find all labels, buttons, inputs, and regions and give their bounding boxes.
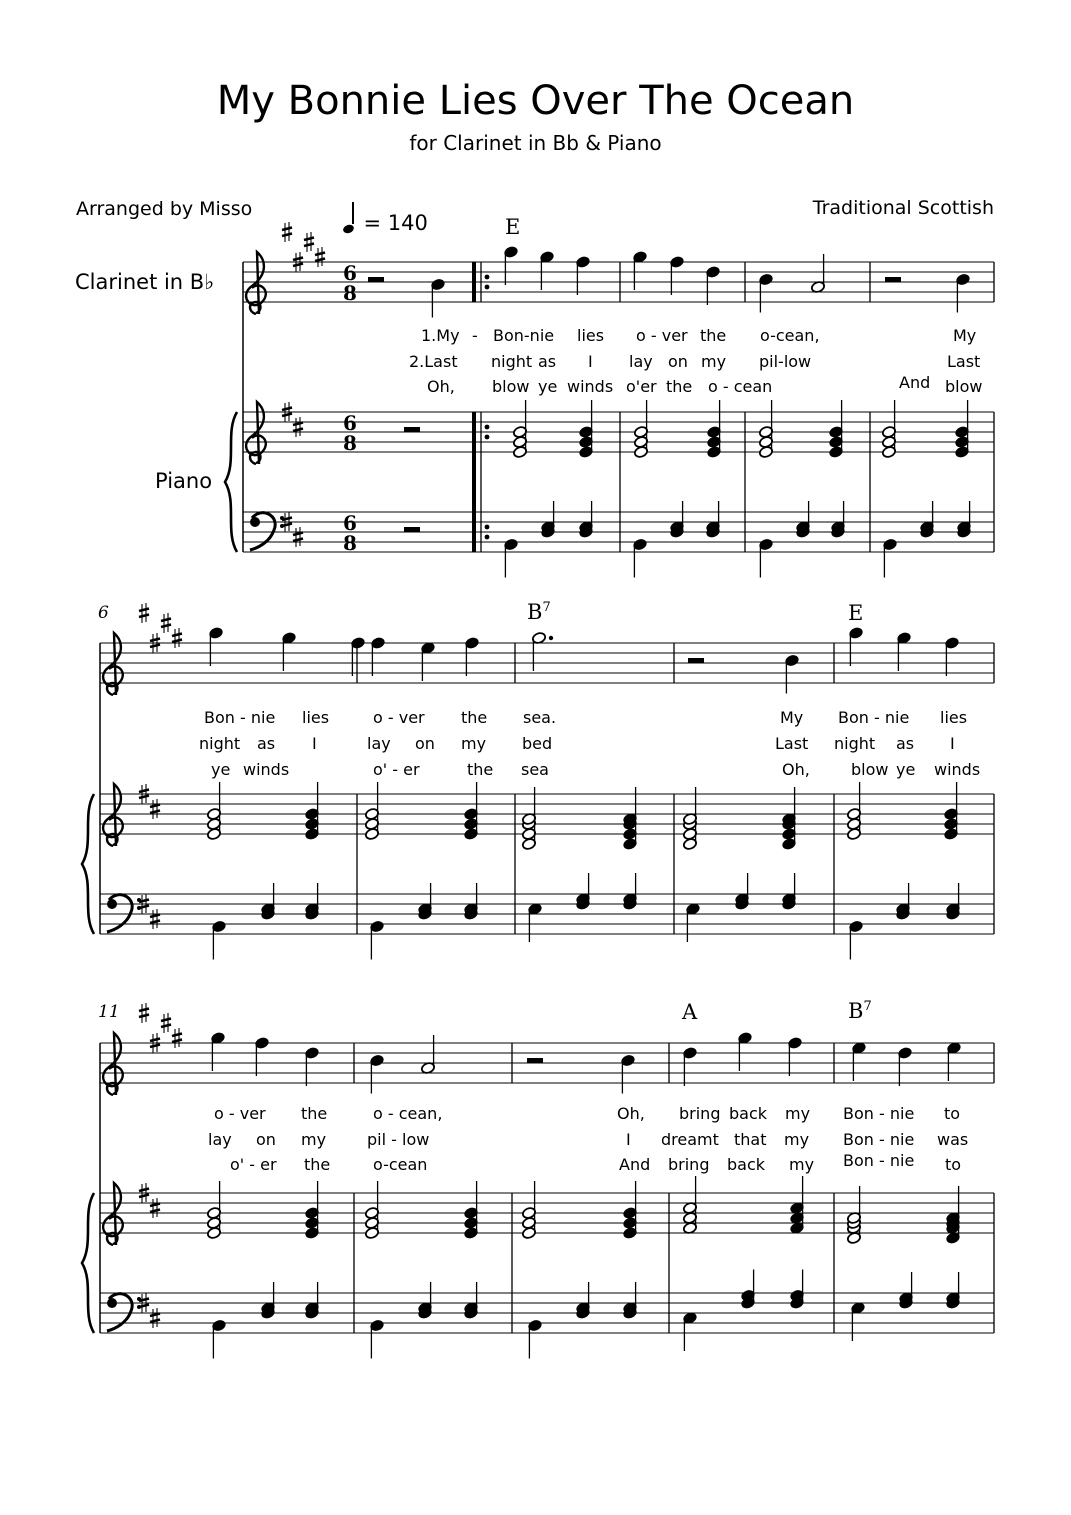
sharp-sign (139, 609, 149, 612)
sharp-sign (282, 524, 292, 527)
lyric-syllable: Last (947, 352, 981, 371)
measure-number: 11 (98, 1002, 120, 1022)
half-rest (885, 277, 901, 282)
repeat-barline (472, 452, 476, 512)
repeat-barline (472, 412, 476, 452)
lyric-syllable: lies (577, 326, 605, 345)
time-signature-denominator: 8 (343, 281, 357, 305)
sharp-sign (172, 634, 182, 637)
sharp-sign (150, 645, 160, 648)
lyric-syllable: the (700, 326, 727, 345)
lyric-syllable: o-cean (373, 1155, 428, 1174)
piano-brace (82, 1193, 94, 1333)
time-signature-denominator: 8 (343, 431, 357, 455)
sharp-sign (172, 640, 182, 643)
sharp-sign (293, 539, 303, 542)
sharp-sign (150, 915, 160, 918)
lyric-syllable: blow (945, 377, 983, 396)
repeat-dot (485, 275, 490, 280)
chord-symbol: E (848, 601, 864, 625)
sharp-sign (282, 228, 292, 231)
sharp-sign (150, 1204, 160, 1207)
sharp-sign (293, 429, 303, 432)
lyric-syllable: Oh, (427, 377, 455, 396)
repeat-dot (485, 525, 490, 530)
lyric-syllable: as (538, 352, 557, 371)
repeat-barline (472, 512, 476, 552)
lyric-syllable: o'er (626, 377, 657, 396)
lyric-syllable: my (301, 1130, 327, 1149)
measure-number: 6 (98, 603, 109, 623)
lyric-syllable: o - ver (214, 1104, 266, 1123)
treble-clef-icon (103, 1183, 123, 1245)
lyric-syllable: ye (896, 760, 916, 779)
tempo-value: = 140 (363, 211, 428, 235)
treble-clef-icon (246, 252, 266, 314)
lyric-syllable: And (899, 373, 931, 392)
lyric-syllable: o - ver (636, 326, 688, 345)
lyric-syllable: the (301, 1104, 328, 1123)
sharp-sign (139, 796, 149, 799)
lyric-syllable: lies (302, 708, 330, 727)
sharp-sign (139, 906, 149, 909)
half-rest (527, 1058, 543, 1063)
lyric-syllable: on (256, 1130, 276, 1149)
sharp-sign (161, 619, 171, 622)
sharp-sign (150, 811, 160, 814)
lyric-syllable: my (789, 1155, 815, 1174)
lyric-syllable: sea. (523, 708, 557, 727)
lyric-syllable: o' - er (230, 1155, 277, 1174)
lyric-syllable: pil-low (759, 352, 812, 371)
sharp-sign (172, 1034, 182, 1037)
sharp-sign (139, 1009, 149, 1012)
augmentation-dot (549, 636, 553, 640)
lyric-syllable: I (950, 734, 955, 753)
lyric-syllable: the (304, 1155, 331, 1174)
arranger-credit: Arranged by Misso (76, 198, 253, 220)
lyric-syllable: back (727, 1155, 766, 1174)
bass-clef-icon (250, 513, 275, 550)
lyric-syllable: o - cean (708, 377, 773, 396)
lyric-syllable: night (199, 734, 241, 753)
sharp-sign (161, 1019, 171, 1022)
time-signature-numerator: 6 (343, 261, 357, 285)
treble-clef-icon (103, 784, 123, 846)
lyric-syllable: I (588, 352, 593, 371)
treble-clef-icon (103, 633, 123, 695)
bass-clef-icon (250, 517, 260, 527)
lyric-syllable: My (780, 708, 804, 727)
lyric-syllable: back (729, 1104, 768, 1123)
repeat-dot (485, 435, 490, 440)
lyric-syllable: was (937, 1130, 969, 1149)
lyric-syllable: Bon - nie (843, 1151, 915, 1170)
score-title: My Bonnie Lies Over The Ocean (216, 78, 855, 124)
sharp-sign (161, 1025, 171, 1028)
sharp-sign (150, 639, 160, 642)
sharp-sign (150, 1210, 160, 1213)
sharp-sign (293, 258, 303, 261)
lyric-syllable: winds (567, 377, 614, 396)
time-signature-numerator: 6 (343, 511, 357, 535)
lyric-syllable: my (784, 1130, 810, 1149)
chord-symbol: $B^7$ (848, 999, 872, 1023)
lyric-syllable: Bon - nie (843, 1104, 915, 1123)
sharp-sign (139, 1195, 149, 1198)
chord-symbol: $B^7$ (527, 600, 551, 624)
lyric-syllable: o - cean, (373, 1104, 443, 1123)
piano-label: Piano (155, 469, 213, 493)
lyric-syllable: as (896, 734, 915, 753)
lyric-syllable: And (619, 1155, 651, 1174)
lyric-syllable: as (257, 734, 276, 753)
sharp-sign (150, 1045, 160, 1048)
lyric-syllable: lay (367, 734, 391, 753)
lyric-syllable: night (834, 734, 876, 753)
lyric-syllable: Oh, (782, 760, 810, 779)
lyric-syllable: my (785, 1104, 811, 1123)
lyric-syllable: Bon-nie (493, 326, 555, 345)
lyric-syllable: I (312, 734, 317, 753)
lyric-syllable: o - ver (373, 708, 425, 727)
chord-symbol: A (682, 1000, 698, 1024)
half-rest (404, 527, 420, 532)
sharp-sign (150, 1314, 160, 1317)
lyric-syllable: on (415, 734, 435, 753)
lyric-syllable: the (666, 377, 693, 396)
sharp-sign (315, 259, 325, 262)
bass-clef-icon (107, 899, 117, 909)
lyric-syllable: the (467, 760, 494, 779)
lyric-syllable: Oh, (617, 1104, 645, 1123)
sharp-sign (293, 533, 303, 536)
sharp-sign (150, 1039, 160, 1042)
lyric-syllable: 2.Last (409, 352, 458, 371)
lyric-syllable: sea (521, 760, 549, 779)
lyric-syllable: - (472, 326, 478, 345)
sharp-sign (150, 921, 160, 924)
repeat-dot (485, 535, 490, 540)
lyric-syllable: on (668, 352, 688, 371)
sharp-sign (150, 805, 160, 808)
lyric-syllable: ye (211, 760, 231, 779)
lyric-syllable: my (701, 352, 727, 371)
lyric-syllable: 1.My (421, 326, 460, 345)
sharp-sign (293, 423, 303, 426)
lyric-syllable: winds (934, 760, 981, 779)
sharp-sign (139, 790, 149, 793)
half-rest (404, 427, 420, 432)
lyric-syllable: my (461, 734, 487, 753)
sharp-sign (172, 1040, 182, 1043)
repeat-dot (485, 285, 490, 290)
lyric-syllable: My (953, 326, 977, 345)
sharp-sign (139, 1305, 149, 1308)
lyric-syllable: Bon - nie (204, 708, 276, 727)
lyric-syllable: Last (775, 734, 809, 753)
sharp-sign (139, 1189, 149, 1192)
sharp-sign (304, 238, 314, 241)
lyric-syllable: ye (538, 377, 558, 396)
lyric-syllable: night (491, 352, 533, 371)
lyric-syllable: that (734, 1130, 767, 1149)
composer-credit: Traditional Scottish (812, 197, 994, 219)
lyric-syllable: lies (940, 708, 968, 727)
sharp-sign (150, 1320, 160, 1323)
sharp-sign (293, 264, 303, 267)
lyric-syllable: to (944, 1104, 961, 1123)
lyric-syllable: winds (243, 760, 290, 779)
lyric-syllable: blow (492, 377, 530, 396)
piano-brace (225, 412, 237, 552)
repeat-dot (485, 425, 490, 430)
sharp-sign (282, 234, 292, 237)
bass-clef-icon (107, 1298, 117, 1308)
sharp-sign (139, 1015, 149, 1018)
repeat-barline (472, 262, 476, 302)
sharp-sign (304, 244, 314, 247)
lyric-syllable: I (626, 1130, 631, 1149)
lyric-syllable: dreamt (661, 1130, 719, 1149)
sharp-sign (315, 253, 325, 256)
lyric-syllable: lay (629, 352, 653, 371)
lyric-syllable: lay (208, 1130, 232, 1149)
sharp-sign (282, 414, 292, 417)
lyric-syllable: bring (679, 1104, 721, 1123)
lyric-syllable: blow (851, 760, 889, 779)
half-rest (688, 658, 704, 663)
lyric-syllable: Bon - nie (843, 1130, 915, 1149)
half-rest (368, 277, 384, 282)
lyric-syllable: pil - low (367, 1130, 430, 1149)
sharp-sign (139, 615, 149, 618)
lyric-syllable: to (945, 1155, 962, 1174)
treble-clef-icon (246, 402, 266, 464)
treble-clef-icon (103, 1033, 123, 1095)
lyric-syllable: o-cean, (760, 326, 820, 345)
sharp-sign (161, 625, 171, 628)
lyric-syllable: o' - er (373, 760, 420, 779)
score-subtitle: for Clarinet in Bb & Piano (409, 131, 662, 155)
chord-symbol: E (505, 215, 521, 239)
piano-brace (82, 794, 94, 934)
sharp-sign (282, 408, 292, 411)
clarinet-label: Clarinet in B♭ (75, 270, 215, 294)
lyric-syllable: bring (668, 1155, 710, 1174)
lyric-syllable: Bon - nie (838, 708, 910, 727)
time-signature-denominator: 8 (343, 531, 357, 555)
time-signature-numerator: 6 (343, 411, 357, 435)
lyric-syllable: the (461, 708, 488, 727)
lyric-syllable: bed (522, 734, 553, 753)
